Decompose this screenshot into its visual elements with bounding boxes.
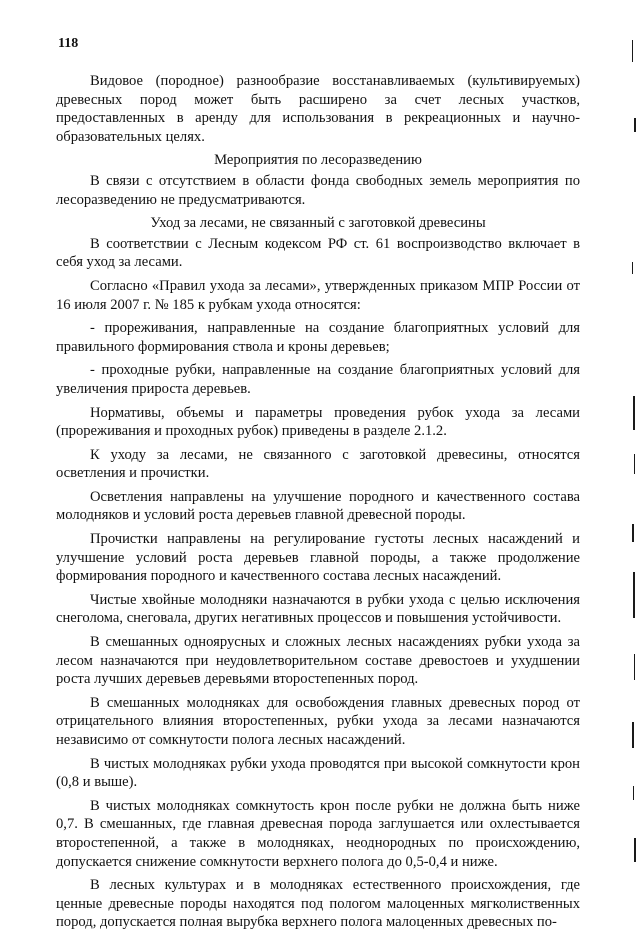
- paragraph-no-afforestation: В связи с отсутствием в области фонда свободных земель мероприятия по лесоразведению не предусматриваются.: [56, 172, 580, 208]
- paragraph-norms: Нормативы, объемы и параметры проведения рубок ухода за лесами (прореживания и проходных рубок) приведены в разделе 2.1.2.: [56, 404, 580, 440]
- paragraph-forest-code: В соответствии с Лесным кодексом РФ ст. 61 воспроизводство включает в себя уход за лесами.: [56, 235, 580, 271]
- paragraph-plantations: В лесных культурах и в молодняках естественного происхождения, где ценные древесные породы находятся под пологом малоценных мягколиственных пород, допускается полная вырубка верхнего полога малоценных древесных по-: [56, 877, 580, 931]
- heading-afforestation: Мероприятия по лесоразведению: [214, 152, 422, 169]
- paragraph-thinning: - прореживания, направленные на создание благоприятных условий для правильного формирования ствола и кроны деревьев;: [56, 320, 580, 355]
- paragraph-mixed-young: В смешанных молодняках для освобождения главных древесных пород от отрицательного влияния второстепенных, рубки ухода за лесами назначаются независимо от сомкнутости полога лесных насаждений.: [56, 694, 580, 748]
- heading-forest-care: Уход за лесами, не связанный с заготовкой древесины: [150, 215, 486, 232]
- paragraph-care-rules: Согласно «Правил ухода за лесами», утвержденных приказом МПР России от 16 июля 2007 г. № 185 к рубкам ухода относятся:: [56, 277, 580, 313]
- paragraph-care-types: К уходу за лесами, не связанного с заготовкой древесины, относятся осветления и прочистки.: [56, 446, 580, 482]
- scan-edge-marks: [626, 0, 640, 905]
- paragraph-canopy-density: В чистых молодняках сомкнутость крон после рубки не должна быть ниже 0,7. В смешанных, где главная древесная порода заглушается или охлестывается второстепенной, а также в молодняках, неоднородных по происхождению, допускается снижение сомкнутости верхнего полога до 0,5-0,4 и ниже.: [56, 797, 580, 870]
- paragraph-release-cuttings: Осветления направлены на улучшение породного и качественного состава молодняков и условий роста деревьев главной древесной породы.: [56, 488, 580, 524]
- paragraph-species-diversity: Видовое (породное) разнообразие восстанавливаемых (культивируемых) древесных пород может быть расширено за счет лесных участков, предоставленных в аренду для использования в рекреационных и научно-образовательных целях.: [56, 73, 580, 145]
- paragraph-coniferous: Чистые хвойные молодняки назначаются в рубки ухода с целью исключения снеголома, снеговала, других негативных процессов и повышения устойчивости.: [56, 591, 580, 627]
- page-text: [56, 72, 580, 932]
- paragraph-passage-cuttings: - проходные рубки, направленные на создание благоприятных условий для увеличения прироста деревьев.: [56, 362, 580, 397]
- paragraph-pure-young: В чистых молодняках рубки ухода проводятся при высокой сомкнутости крон (0,8 и выше).: [56, 755, 580, 791]
- paragraph-cleanings: Прочистки направлены на регулирование густоты лесных насаждений и улучшение условий роста деревьев главной породы, а также продолжение формирования породного и качественного состава лесных насаждений.: [56, 531, 580, 585]
- paragraph-mixed-stands: В смешанных одноярусных и сложных лесных насаждениях рубки ухода за лесом назначаются при неудовлетворительном составе древостоев и ухудшении роста лучших деревьев деревьями второстепенных пород.: [56, 634, 580, 688]
- page-number: 118: [58, 36, 79, 51]
